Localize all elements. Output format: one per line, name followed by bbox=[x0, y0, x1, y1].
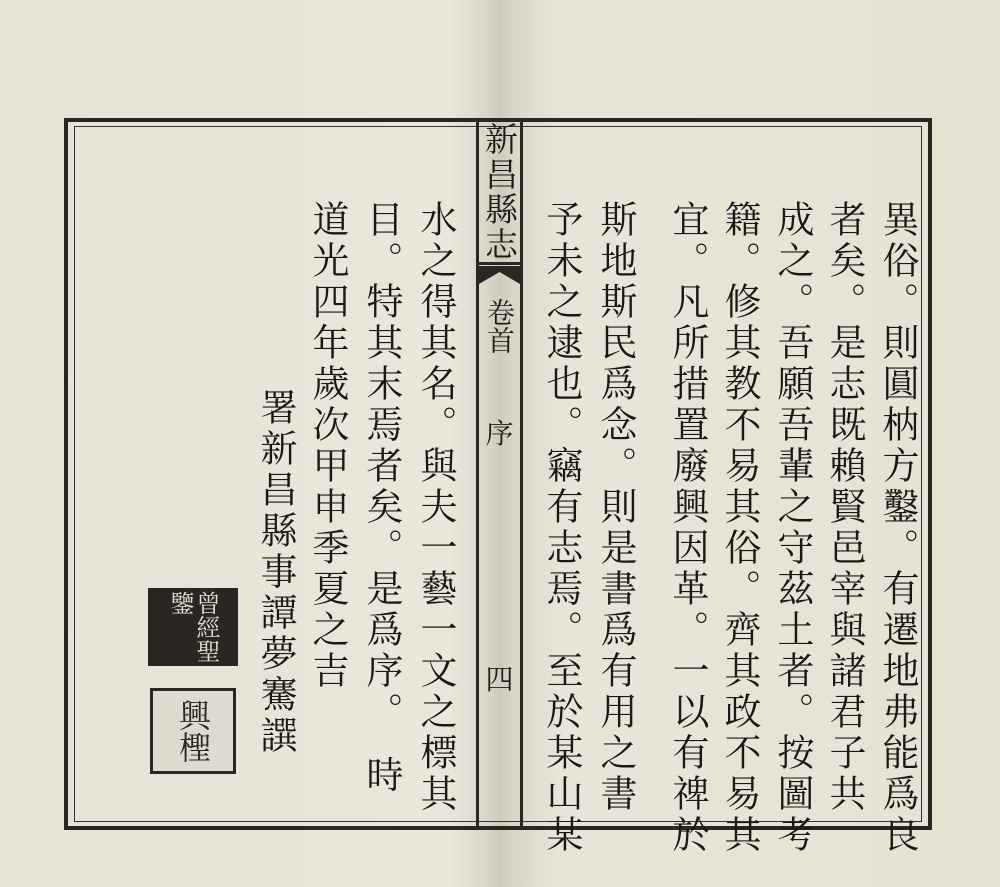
signature-column: 署新昌縣事譚夢騫譔 bbox=[254, 388, 297, 757]
text-column: 道光四年歲次甲申季夏之吉 bbox=[306, 200, 349, 692]
fishtail-mark bbox=[479, 266, 520, 286]
seal-stamp-top: 曾經聖鑒 bbox=[148, 588, 238, 666]
text-column: 斯地斯民爲念。則是書爲有用之書 bbox=[594, 200, 637, 815]
text-column: 水之得其名。與夫一藝一文之標其 bbox=[414, 200, 457, 815]
text-column: 成之。吾願吾輩之守茲土者。按圖考 bbox=[771, 200, 814, 856]
text-column: 予未之逮也。竊有志焉。至於某山某 bbox=[540, 200, 583, 856]
text-column: 目。特其末焉者矣。是爲序。 時 bbox=[360, 200, 403, 797]
text-column: 宜。凡所措置廢興因革。一以有禆於 bbox=[666, 200, 709, 856]
spine-book-title: 新昌縣志 bbox=[480, 122, 519, 262]
spine-volume: 卷首 bbox=[483, 298, 516, 354]
spine-right-rule bbox=[520, 118, 523, 830]
spine-section: 序 bbox=[485, 417, 514, 450]
seal-stamp-bottom: 興檉 bbox=[150, 688, 236, 774]
spine-divider bbox=[479, 262, 520, 265]
spine-page-number: 四 bbox=[485, 663, 514, 696]
text-column: 籍。修其教不易其俗。齊其政不易其 bbox=[718, 200, 761, 856]
text-column: 者矣。是志既賴賢邑宰與諸君子共 bbox=[823, 200, 866, 815]
text-column: 異俗。則圓枘方鑿。有遷地弗能爲良 bbox=[876, 200, 919, 856]
